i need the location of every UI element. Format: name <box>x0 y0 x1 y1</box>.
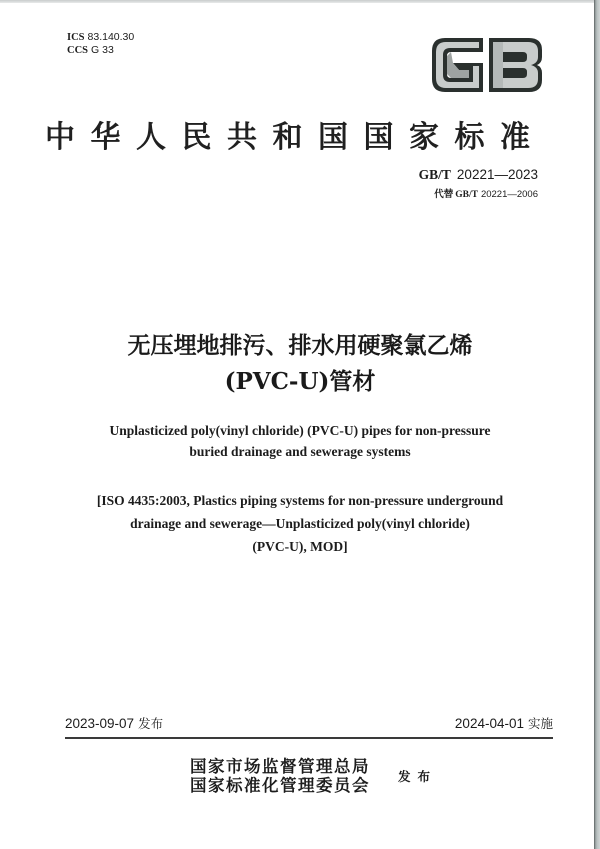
issuer-samr: 国家市场监督管理总局 <box>190 757 370 776</box>
dates-row <box>65 714 553 734</box>
publish-label: 发布 <box>138 716 164 731</box>
iso-reference <box>0 489 600 558</box>
date-divider <box>65 737 553 739</box>
document-category-title: 中华人民共和国国家标准 <box>45 120 546 155</box>
replaces-label: 代替 <box>434 189 454 200</box>
standard-number <box>419 167 538 183</box>
standard-number-value: 20221—2023 <box>456 167 538 182</box>
classification-codes <box>67 31 134 57</box>
english-title-line1: Unplasticized poly(vinyl chloride) (PVC-U) pipes for non-pressure <box>109 423 491 438</box>
chinese-title-line1: 无压埋地排污、排水用硬聚氯乙烯 <box>127 333 473 359</box>
ics-label: ICS <box>67 32 85 43</box>
page-top-edge <box>0 0 600 3</box>
chinese-title-line2: (PVC-U)管材 <box>224 368 376 395</box>
replaces-standard <box>434 186 538 200</box>
issuer-sac: 国家标准化管理委员会 <box>190 776 370 795</box>
publish-date-value: 2023-09-07 <box>65 716 135 731</box>
ccs-code <box>67 44 134 57</box>
replaces-number: 20221—2006 <box>480 189 538 200</box>
ccs-value: G 33 <box>91 44 114 56</box>
replaces-prefix: GB/T <box>455 190 478 200</box>
english-title <box>0 420 600 462</box>
iso-reference-line3: (PVC-U), MOD] <box>252 539 348 554</box>
issuing-organizations <box>190 757 370 795</box>
implement-label: 实施 <box>527 716 553 731</box>
implement-date <box>455 714 553 732</box>
gb-logo-icon <box>431 37 544 93</box>
iso-reference-line2: drainage and sewerage—Unplasticized poly(vinyl chloride) <box>130 516 470 531</box>
english-title-line2: buried drainage and sewerage systems <box>189 444 411 459</box>
issue-label: 发布 <box>398 769 438 784</box>
publish-date <box>65 714 163 732</box>
ics-code <box>67 31 134 44</box>
chinese-title <box>0 328 600 400</box>
implement-date-value: 2024-04-01 <box>454 716 524 731</box>
ics-value: 83.140.30 <box>87 31 135 43</box>
standard-prefix: GB/T <box>418 167 451 182</box>
ccs-label: CCS <box>67 45 89 56</box>
iso-reference-line1: [ISO 4435:2003, Plastics piping systems for non-pressure underground <box>96 493 504 508</box>
